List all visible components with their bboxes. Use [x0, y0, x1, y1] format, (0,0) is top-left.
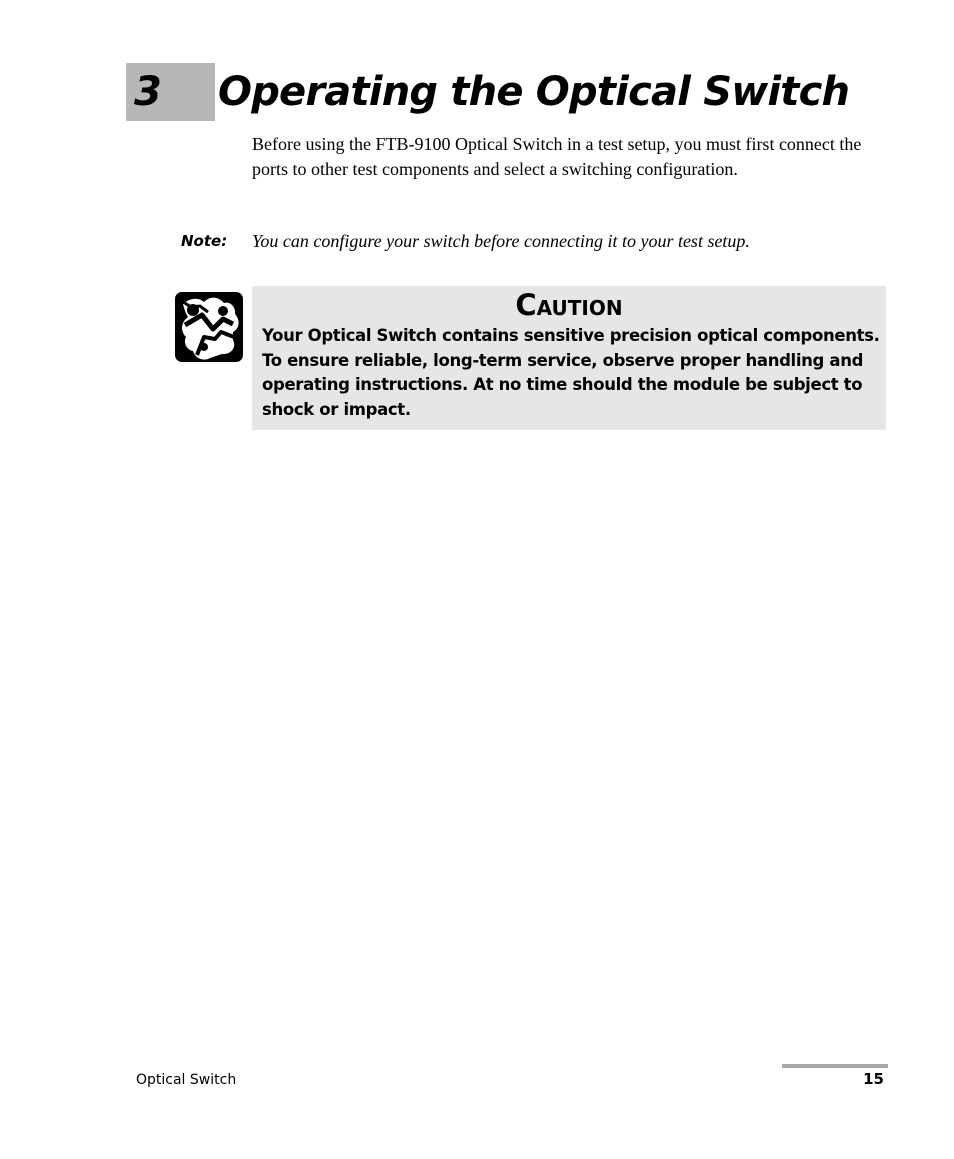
caution-box — [252, 286, 886, 430]
caution-heading: Caution — [515, 288, 623, 322]
caution-hand-icon — [175, 292, 243, 362]
chapter-number: 3 — [134, 69, 162, 115]
caution-text: Your Optical Switch contains sensitive precision optical components. To ensure reliable, long-term service, observe proper handling and operating instructions. At no time should the module be subject to shock or impact. — [262, 326, 880, 419]
page-number: 15 — [863, 1070, 884, 1088]
note-label: Note: — [181, 232, 228, 250]
note-text: You can configure your switch before connecting it to your test setup. — [252, 231, 750, 251]
footer-document-title: Optical Switch — [136, 1072, 237, 1088]
footer-rule — [782, 1064, 888, 1068]
intro-paragraph: Before using the FTB-9100 Optical Switch in a test setup, you must first connect the ports to other test components and select a switching configuration. — [252, 134, 862, 179]
chapter-title: Operating the Optical Switch — [218, 69, 850, 115]
